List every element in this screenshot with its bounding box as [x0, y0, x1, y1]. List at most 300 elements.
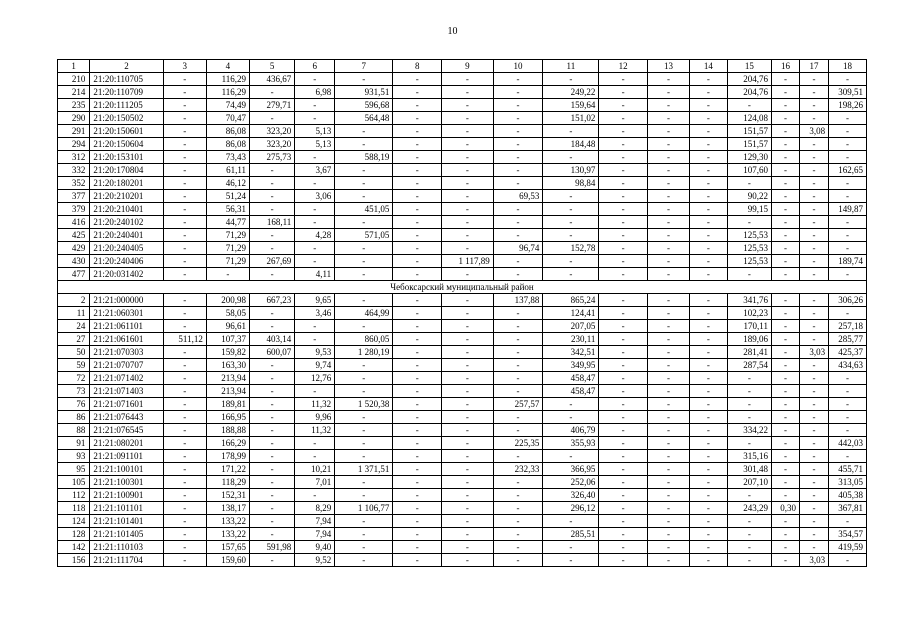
- table-cell: -: [599, 372, 648, 385]
- table-cell: -: [335, 164, 393, 177]
- table-cell: -: [441, 489, 493, 502]
- table-cell: -: [163, 164, 206, 177]
- table-cell: -: [771, 242, 799, 255]
- table-cell: 309,51: [829, 86, 867, 99]
- table-cell: -: [163, 138, 206, 151]
- table-cell: -: [800, 138, 829, 151]
- table-cell: -: [800, 307, 829, 320]
- table-cell: -: [393, 164, 442, 177]
- table-cell: 112: [58, 489, 90, 502]
- table-cell: 334,22: [727, 424, 771, 437]
- table-cell: 230,11: [543, 333, 599, 346]
- table-cell: -: [647, 333, 689, 346]
- table-cell: -: [771, 86, 799, 99]
- table-cell: -: [690, 320, 728, 333]
- table-cell: -: [690, 138, 728, 151]
- table-cell: -: [599, 463, 648, 476]
- table-cell: 379: [58, 203, 90, 216]
- table-cell: -: [441, 151, 493, 164]
- table-row: [58, 372, 867, 385]
- table-cell: -: [543, 190, 599, 203]
- table-cell: -: [829, 151, 867, 164]
- table-cell: -: [690, 216, 728, 229]
- table-cell: -: [599, 86, 648, 99]
- table-cell: -: [543, 450, 599, 463]
- table-cell: -: [599, 502, 648, 515]
- table-cell: -: [599, 242, 648, 255]
- table-cell: -: [163, 437, 206, 450]
- table-cell: 90,22: [727, 190, 771, 203]
- table-cell: 157,65: [206, 541, 249, 554]
- table-cell: -: [727, 411, 771, 424]
- table-row: [58, 177, 867, 190]
- table-cell: 96,74: [493, 242, 543, 255]
- table-cell: -: [771, 359, 799, 372]
- table-cell: 107,37: [206, 333, 249, 346]
- table-cell: -: [771, 151, 799, 164]
- table-cell: -: [690, 502, 728, 515]
- table-cell: 571,05: [335, 229, 393, 242]
- table-cell: -: [690, 255, 728, 268]
- table-cell: -: [647, 346, 689, 359]
- table-cell: -: [163, 515, 206, 528]
- table-cell: 21:20:180201: [90, 177, 163, 190]
- table-cell: 287,54: [727, 359, 771, 372]
- table-cell: 252,06: [543, 476, 599, 489]
- table-cell: -: [249, 515, 294, 528]
- table-cell: -: [163, 541, 206, 554]
- table-cell: -: [493, 268, 543, 281]
- column-header: 6: [295, 60, 335, 73]
- table-cell: -: [441, 294, 493, 307]
- table-cell: 1 106,77: [335, 502, 393, 515]
- table-cell: -: [393, 424, 442, 437]
- table-cell: 124: [58, 515, 90, 528]
- table-cell: 377: [58, 190, 90, 203]
- table-cell: 21:21:061601: [90, 333, 163, 346]
- table-cell: -: [800, 242, 829, 255]
- table-cell: -: [493, 255, 543, 268]
- table-cell: -: [393, 99, 442, 112]
- table-cell: -: [829, 450, 867, 463]
- table-cell: 7,01: [295, 476, 335, 489]
- table-cell: -: [393, 359, 442, 372]
- table-row: [58, 437, 867, 450]
- table-cell: -: [800, 515, 829, 528]
- table-cell: 279,71: [249, 99, 294, 112]
- column-header: 2: [90, 60, 163, 73]
- table-cell: -: [727, 385, 771, 398]
- column-header: 16: [771, 60, 799, 73]
- table-cell: 2: [58, 294, 90, 307]
- table-cell: 207,05: [543, 320, 599, 333]
- column-header: 15: [727, 60, 771, 73]
- table-cell: 366,95: [543, 463, 599, 476]
- table-cell: 1 117,89: [441, 255, 493, 268]
- table-row: [58, 99, 867, 112]
- table-cell: 159,60: [206, 554, 249, 567]
- table-row: [58, 164, 867, 177]
- column-header: 4: [206, 60, 249, 73]
- table-cell: -: [647, 450, 689, 463]
- table-cell: -: [393, 346, 442, 359]
- table-cell: -: [771, 528, 799, 541]
- table-cell: -: [647, 554, 689, 567]
- table-cell: -: [335, 450, 393, 463]
- table-cell: 4,11: [295, 268, 335, 281]
- table-cell: 124,41: [543, 307, 599, 320]
- table-cell: 96,61: [206, 320, 249, 333]
- table-cell: -: [335, 437, 393, 450]
- table-cell: 170,11: [727, 320, 771, 333]
- table-cell: -: [771, 307, 799, 320]
- table-cell: 137,88: [493, 294, 543, 307]
- table-cell: -: [771, 268, 799, 281]
- table-cell: 225,35: [493, 437, 543, 450]
- table-cell: 204,76: [727, 86, 771, 99]
- table-cell: -: [800, 320, 829, 333]
- table-cell: 591,98: [249, 541, 294, 554]
- table-row: [58, 307, 867, 320]
- table-cell: -: [543, 125, 599, 138]
- table-cell: -: [493, 216, 543, 229]
- table-cell: 3,46: [295, 307, 335, 320]
- table-cell: 257,18: [829, 320, 867, 333]
- table-cell: -: [647, 138, 689, 151]
- table-cell: -: [393, 177, 442, 190]
- table-cell: -: [163, 73, 206, 86]
- table-cell: -: [800, 268, 829, 281]
- table-cell: 367,81: [829, 502, 867, 515]
- table-cell: -: [599, 489, 648, 502]
- table-cell: -: [249, 398, 294, 411]
- table-cell: -: [829, 372, 867, 385]
- table-cell: 21:21:110103: [90, 541, 163, 554]
- table-cell: -: [543, 398, 599, 411]
- page-number: 10: [447, 26, 458, 37]
- table-cell: -: [441, 307, 493, 320]
- table-cell: -: [599, 541, 648, 554]
- table-cell: -: [690, 112, 728, 125]
- table-cell: 128: [58, 528, 90, 541]
- table-cell: 70,47: [206, 112, 249, 125]
- table-cell: -: [599, 151, 648, 164]
- table-cell: -: [599, 515, 648, 528]
- table-cell: -: [163, 528, 206, 541]
- table-cell: 61,11: [206, 164, 249, 177]
- table-row: [58, 203, 867, 216]
- table-cell: 21:20:150601: [90, 125, 163, 138]
- table-cell: 464,99: [335, 307, 393, 320]
- table-cell: -: [690, 437, 728, 450]
- table-cell: -: [543, 554, 599, 567]
- table-cell: -: [690, 450, 728, 463]
- table-cell: 151,02: [543, 112, 599, 125]
- table-cell: -: [690, 177, 728, 190]
- table-cell: -: [163, 359, 206, 372]
- table-cell: -: [690, 398, 728, 411]
- table-cell: 21:20:240405: [90, 242, 163, 255]
- table-cell: -: [163, 177, 206, 190]
- table-cell: 198,26: [829, 99, 867, 112]
- table-cell: -: [249, 177, 294, 190]
- table-cell: -: [441, 86, 493, 99]
- table-cell: -: [493, 489, 543, 502]
- table-cell: -: [206, 268, 249, 281]
- table-cell: -: [647, 489, 689, 502]
- table-cell: 600,07: [249, 346, 294, 359]
- table-cell: -: [599, 411, 648, 424]
- table-cell: -: [295, 112, 335, 125]
- table-cell: 46,12: [206, 177, 249, 190]
- table-cell: -: [829, 554, 867, 567]
- table-cell: -: [393, 372, 442, 385]
- table-cell: -: [599, 203, 648, 216]
- table-cell: -: [800, 229, 829, 242]
- table-cell: -: [690, 463, 728, 476]
- table-cell: -: [441, 476, 493, 489]
- table-cell: -: [599, 138, 648, 151]
- table-cell: -: [771, 554, 799, 567]
- table-cell: -: [771, 164, 799, 177]
- table-cell: -: [335, 489, 393, 502]
- table-cell: -: [690, 554, 728, 567]
- table-cell: -: [441, 424, 493, 437]
- table-cell: 151,57: [727, 125, 771, 138]
- table-cell: -: [441, 203, 493, 216]
- table-cell: 56,31: [206, 203, 249, 216]
- table-cell: 166,29: [206, 437, 249, 450]
- table-cell: -: [249, 437, 294, 450]
- table-cell: -: [441, 138, 493, 151]
- table-cell: -: [441, 112, 493, 125]
- table-cell: -: [335, 372, 393, 385]
- table-cell: -: [335, 294, 393, 307]
- table-cell: -: [493, 125, 543, 138]
- table-cell: -: [393, 242, 442, 255]
- table-cell: -: [800, 476, 829, 489]
- table-cell: -: [829, 515, 867, 528]
- table-cell: -: [599, 190, 648, 203]
- table-cell: 860,05: [335, 333, 393, 346]
- table-cell: 301,48: [727, 463, 771, 476]
- table-cell: -: [829, 424, 867, 437]
- table-cell: -: [493, 86, 543, 99]
- table-cell: -: [599, 307, 648, 320]
- table-cell: -: [249, 463, 294, 476]
- table-cell: 21:20:240401: [90, 229, 163, 242]
- table-cell: -: [599, 229, 648, 242]
- table-cell: 12,76: [295, 372, 335, 385]
- table-cell: 118: [58, 502, 90, 515]
- table-cell: -: [393, 398, 442, 411]
- table-cell: 294: [58, 138, 90, 151]
- table-cell: -: [690, 385, 728, 398]
- table-cell: -: [800, 437, 829, 450]
- table-cell: 44,77: [206, 216, 249, 229]
- table-cell: 7,94: [295, 515, 335, 528]
- table-cell: -: [249, 86, 294, 99]
- table-cell: -: [800, 359, 829, 372]
- table-cell: 133,22: [206, 515, 249, 528]
- table-cell: 107,60: [727, 164, 771, 177]
- table-cell: 184,48: [543, 138, 599, 151]
- table-cell: -: [771, 437, 799, 450]
- table-cell: -: [163, 86, 206, 99]
- table-cell: -: [163, 151, 206, 164]
- table-cell: 564,48: [335, 112, 393, 125]
- table-cell: -: [163, 307, 206, 320]
- table-cell: -: [249, 229, 294, 242]
- table-cell: -: [393, 476, 442, 489]
- table-row: [58, 255, 867, 268]
- table-row: [58, 294, 867, 307]
- table-cell: 118,29: [206, 476, 249, 489]
- table-cell: 21:21:100301: [90, 476, 163, 489]
- table-cell: 51,24: [206, 190, 249, 203]
- table-cell: 21:21:070707: [90, 359, 163, 372]
- table-cell: -: [295, 255, 335, 268]
- table-cell: 11: [58, 307, 90, 320]
- table-cell: 341,76: [727, 294, 771, 307]
- table-cell: 21:20:153101: [90, 151, 163, 164]
- table-cell: -: [647, 528, 689, 541]
- table-cell: -: [543, 229, 599, 242]
- table-cell: -: [800, 333, 829, 346]
- table-cell: -: [441, 450, 493, 463]
- table-cell: 125,53: [727, 229, 771, 242]
- table-cell: -: [647, 294, 689, 307]
- table-cell: -: [249, 268, 294, 281]
- table-cell: -: [295, 320, 335, 333]
- table-row: [58, 320, 867, 333]
- table-cell: -: [771, 346, 799, 359]
- table-cell: 124,08: [727, 112, 771, 125]
- table-cell: -: [727, 437, 771, 450]
- table-cell: -: [493, 333, 543, 346]
- table-cell: -: [771, 411, 799, 424]
- table-cell: -: [800, 424, 829, 437]
- table-cell: -: [543, 411, 599, 424]
- table-cell: 151,57: [727, 138, 771, 151]
- table-cell: 3,03: [800, 346, 829, 359]
- table-cell: 0,30: [771, 502, 799, 515]
- table-cell: -: [599, 424, 648, 437]
- column-header: 5: [249, 60, 294, 73]
- table-row: [58, 359, 867, 372]
- table-cell: 73: [58, 385, 90, 398]
- table-cell: -: [771, 489, 799, 502]
- table-cell: -: [690, 359, 728, 372]
- table-cell: 76: [58, 398, 90, 411]
- table-cell: -: [690, 489, 728, 502]
- table-cell: -: [441, 528, 493, 541]
- table-cell: -: [647, 476, 689, 489]
- table-cell: 149,87: [829, 203, 867, 216]
- table-cell: -: [163, 424, 206, 437]
- table-cell: 267,69: [249, 255, 294, 268]
- table-cell: -: [335, 385, 393, 398]
- table-cell: -: [771, 320, 799, 333]
- table-cell: -: [249, 424, 294, 437]
- table-cell: -: [647, 125, 689, 138]
- table-cell: 178,99: [206, 450, 249, 463]
- column-header: 9: [441, 60, 493, 73]
- table-cell: -: [599, 164, 648, 177]
- table-cell: -: [690, 151, 728, 164]
- table-cell: -: [493, 541, 543, 554]
- table-cell: -: [771, 424, 799, 437]
- table-cell: 11,32: [295, 398, 335, 411]
- table-cell: 425,37: [829, 346, 867, 359]
- table-cell: -: [295, 99, 335, 112]
- table-cell: 455,71: [829, 463, 867, 476]
- table-cell: 58,05: [206, 307, 249, 320]
- table-cell: -: [599, 437, 648, 450]
- table-cell: -: [441, 398, 493, 411]
- table-cell: -: [393, 307, 442, 320]
- table-cell: -: [690, 333, 728, 346]
- table-cell: -: [441, 515, 493, 528]
- table-cell: -: [771, 255, 799, 268]
- column-header: 18: [829, 60, 867, 73]
- table-cell: -: [599, 125, 648, 138]
- table-cell: 50: [58, 346, 90, 359]
- table-cell: -: [441, 359, 493, 372]
- table-cell: 235: [58, 99, 90, 112]
- table-cell: 102,23: [727, 307, 771, 320]
- table-cell: 285,77: [829, 333, 867, 346]
- table-cell: -: [393, 294, 442, 307]
- table-cell: -: [829, 242, 867, 255]
- table-cell: 430: [58, 255, 90, 268]
- table-cell: 1 280,19: [335, 346, 393, 359]
- table-cell: -: [441, 242, 493, 255]
- table-cell: -: [493, 164, 543, 177]
- table-cell: -: [647, 151, 689, 164]
- table-cell: -: [441, 268, 493, 281]
- table-cell: 159,64: [543, 99, 599, 112]
- table-cell: -: [800, 489, 829, 502]
- table-cell: 21:20:150604: [90, 138, 163, 151]
- column-header: 3: [163, 60, 206, 73]
- table-row: [58, 541, 867, 554]
- table-cell: 21:21:100901: [90, 489, 163, 502]
- table-cell: -: [690, 164, 728, 177]
- table-cell: 315,16: [727, 450, 771, 463]
- table-cell: -: [543, 541, 599, 554]
- table-row: [58, 73, 867, 86]
- table-cell: -: [647, 112, 689, 125]
- table-cell: -: [163, 255, 206, 268]
- table-cell: 21:21:111704: [90, 554, 163, 567]
- table-cell: -: [441, 554, 493, 567]
- table-cell: -: [727, 554, 771, 567]
- table-cell: -: [800, 463, 829, 476]
- table-cell: -: [727, 528, 771, 541]
- table-cell: -: [800, 502, 829, 515]
- table-cell: -: [690, 86, 728, 99]
- table-cell: -: [599, 255, 648, 268]
- table-cell: 249,22: [543, 86, 599, 99]
- table-cell: -: [599, 216, 648, 229]
- table-cell: 429: [58, 242, 90, 255]
- table-cell: 332: [58, 164, 90, 177]
- table-cell: -: [249, 385, 294, 398]
- table-cell: -: [441, 177, 493, 190]
- table-cell: -: [441, 437, 493, 450]
- table-cell: -: [800, 294, 829, 307]
